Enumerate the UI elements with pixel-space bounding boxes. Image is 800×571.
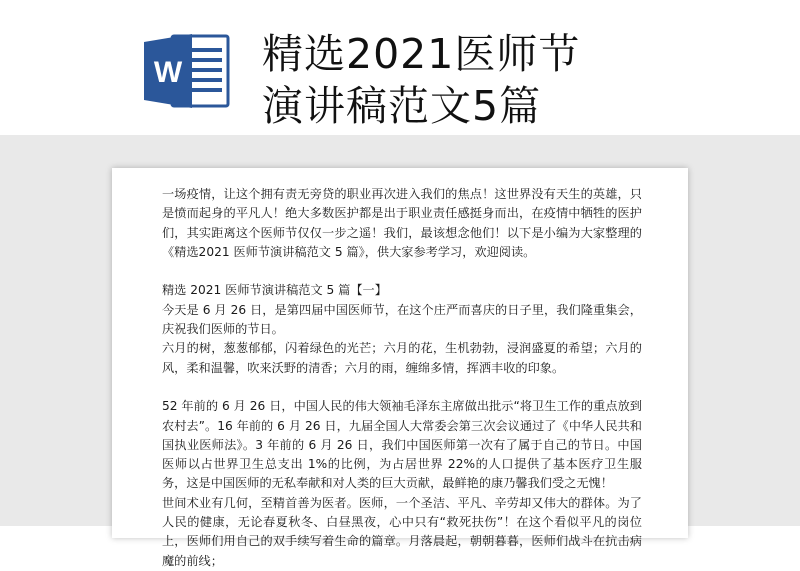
intro-paragraph: 一场疫情，让这个拥有责无旁贷的职业再次进入我们的焦点！这世界没有天生的英雄，只是愤而起身的平凡人！绝大多数医护都是出于职业责任感挺身而出，在疫情中牺牲的医护们，其实距离这个医师节仅仅一步之遥！我们，最该想念他们！以下是小编为大家整理的《精选2021 医师节演讲稿范文 5 篇》，供大家参考学习，欢迎阅读。 [162,187,642,259]
body-paragraph: 今天是 6 月 26 日，是第四届中国医师节，在这个庄严而喜庆的日子里，我们隆重集会，庆祝我们医师的节日。 [162,302,642,337]
paragraph-gap [162,378,642,397]
logo-letter: W [153,56,183,89]
body-paragraph: 世间术业有几何，至精首善为医者。医师，一个圣洁、平凡、辛劳却又伟大的群体。为了人民的健康，无论春夏秋冬、白昼黑夜，心中只有“救死扶伤”！在这个看似平凡的岗位上，医师们用自己的双手续写着生命的篇章。月落晨起，朝朝暮暮，医师们战斗在抗击病魔的前线； [162,495,642,568]
page-title [262,28,580,132]
body-paragraph: 52 年前的 6 月 26 日，中国人民的伟大领袖毛泽东主席做出批示“将卫生工作的重点放到农村去”。16 年前的 6 月 26 日，九届全国人大常委会第三次会议通过了《中华人民共和国执业医师法》。3 年前的 6 月 26 日，我们中国医师第一次有了属于自己的节日。中国医师以占世界卫生总支出 1%的比例，为占居世界 22%的人口提供了基本医疗卫生服务，这是中国医师的无私奉献和对人类的巨大贡献，最鲜艳的康乃馨我们受之无愧！ [162,399,642,491]
word-document-icon [142,30,232,112]
title-line-2: 演讲稿范文5篇 [262,82,542,130]
paragraph-gap [162,262,642,281]
document-body [162,185,642,571]
section-heading: 精选 2021 医师节演讲稿范文 5 篇【一】 [162,283,387,298]
header-banner [0,0,800,135]
title-line-1: 精选2021医师节 [262,30,581,78]
body-paragraph: 六月的树，葱葱郁郁，闪着绿色的光芒；六月的花，生机勃勃，浸润盛夏的希望；六月的风，柔和温馨，吹来沃野的清香；六月的雨，缠绵多情，挥洒丰收的印象。 [162,341,642,375]
